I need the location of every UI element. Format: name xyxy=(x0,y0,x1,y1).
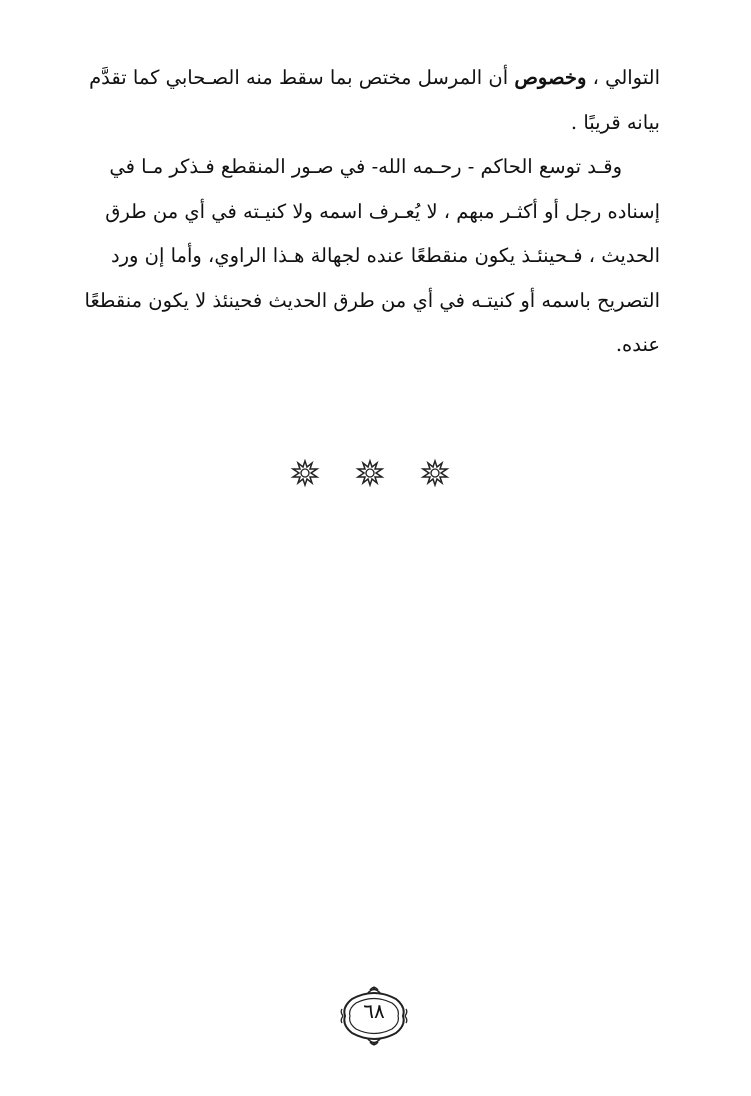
text-fragment: أن المرسل مختص بما سقط منه الصـحابي كما تقدَّم xyxy=(89,66,515,89)
paragraph-2-line-3: الحديث ، فـحينئـذ يكون منقطعًا عنده لجهالة هـذا الراوي، وأما إن ورد xyxy=(110,244,660,267)
paragraph-2-line-5: عنده. xyxy=(615,333,660,356)
sunburst-star-icon xyxy=(290,458,320,488)
bold-term: وخصوص xyxy=(514,66,587,89)
paragraph-1 xyxy=(82,56,660,145)
page-number: ٦٨ xyxy=(363,999,385,1023)
paragraph-1-line-2: بيانه قريبًا . xyxy=(570,110,660,134)
paragraph-2-line-4: التصريح باسمه أو كنيتـه في أي من طرق الحديث فحينئذ لا يكون منقطعًا xyxy=(84,288,660,312)
section-divider xyxy=(290,456,450,490)
sunburst-star-icon xyxy=(355,458,385,488)
paragraph-2-line-2: إسناده رجل أو أكثـر مبهم ، لا يُعـرف اسمه ولا كنيـته في أي من طرق xyxy=(105,199,660,223)
paragraph-1-line-1 xyxy=(82,56,660,101)
paragraph-2-line-1: وقـد توسع الحاكم - رحـمه الله- في صـور المنقطع فـذكر مـا في xyxy=(109,155,622,178)
paragraph-2 xyxy=(82,145,660,368)
page-number-cartouche xyxy=(340,985,408,1047)
body-text xyxy=(82,56,660,368)
sunburst-star-icon xyxy=(420,458,450,488)
text-fragment: التوالي ، xyxy=(586,66,660,89)
